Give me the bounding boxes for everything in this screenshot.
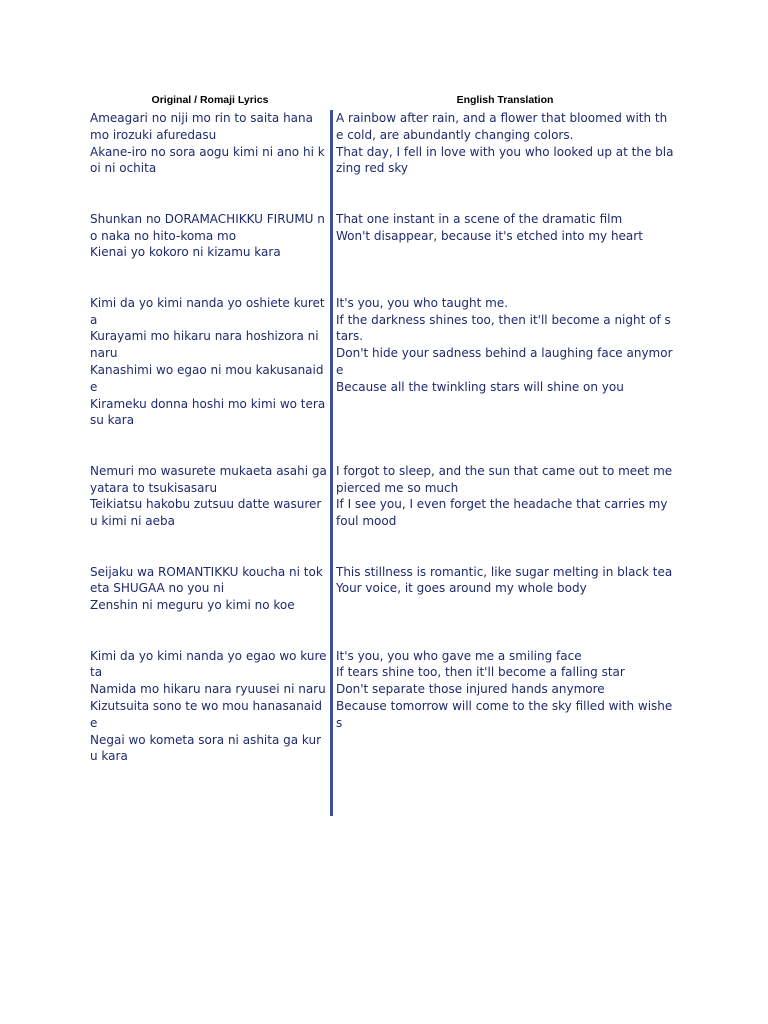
original-line: Kurayami mo hikaru nara hoshizora ni naru bbox=[90, 329, 319, 361]
original-stanza bbox=[90, 110, 328, 211]
original-line: Kienai yo kokoro ni kizamu kara bbox=[90, 245, 281, 260]
translation-line: That day, I fell in love with you who looked up at the blazing red sky bbox=[336, 144, 674, 176]
original-line: Seijaku wa ROMANTIKKU koucha ni toketa SHUGAA no you ni bbox=[90, 564, 323, 596]
original-line: Shunkan no DORAMACHIKKU FIRUMU no naka no hito-koma mo bbox=[90, 211, 325, 243]
translation-stanza bbox=[336, 648, 674, 766]
original-line: Kimi da yo kimi nanda yo oshiete kureta bbox=[90, 295, 325, 327]
original-line: Kizutsuita sono te wo mou hanasanaide bbox=[90, 698, 322, 730]
english-translation-column bbox=[336, 110, 674, 765]
translation-line: Don't hide your sadness behind a laughing face anymore bbox=[336, 346, 673, 377]
translation-line: Won't disappear, because it's etched into my heart bbox=[336, 228, 643, 243]
original-line: Negai wo kometa sora ni ashita ga kuru kara bbox=[90, 732, 322, 764]
translation-line: This stillness is romantic, like sugar melting in black tea bbox=[336, 564, 673, 579]
translation-stanza bbox=[336, 211, 674, 295]
original-stanza bbox=[90, 211, 328, 295]
translation-stanza bbox=[336, 110, 674, 211]
original-line: Nemuri mo wasurete mukaeta asahi ga yatara to tsukisasaru bbox=[90, 463, 327, 495]
translation-line: I forgot to sleep, and the sun that came out to meet me pierced me so much bbox=[336, 463, 673, 495]
english-translation-header: English Translation bbox=[456, 94, 554, 106]
original-line: Teikiatsu hakobu zutsuu datte wasureru kimi ni aeba bbox=[90, 497, 322, 529]
translation-stanza bbox=[336, 295, 674, 463]
original-line: Namida mo hikaru nara ryuusei ni naru bbox=[90, 682, 326, 697]
translation-line: Because tomorrow will come to the sky filled with wishes bbox=[336, 698, 673, 730]
translation-stanza bbox=[336, 564, 674, 648]
translation-line: That one instant in a scene of the dramatic film bbox=[336, 211, 623, 226]
original-stanza bbox=[90, 564, 328, 648]
original-stanza bbox=[90, 463, 328, 564]
translation-line: Your voice, it goes around my whole body bbox=[336, 581, 587, 596]
original-line: Zenshin ni meguru yo kimi no koe bbox=[90, 598, 295, 613]
translation-line: If I see you, I even forget the headache that carries my foul mood bbox=[336, 497, 668, 529]
original-line: Akane-iro no sora aogu kimi ni ano hi koi ni ochita bbox=[90, 144, 325, 176]
translation-line: It's you, you who taught me. bbox=[336, 295, 509, 310]
original-stanza bbox=[90, 648, 328, 766]
translation-stanza bbox=[336, 463, 674, 564]
translation-line: It's you, you who gave me a smiling face bbox=[336, 648, 582, 663]
translation-line: Because all the twinkling stars will shine on you bbox=[336, 379, 624, 394]
translation-line: If tears shine too, then it'll become a falling star bbox=[336, 665, 625, 680]
original-lyrics-header: Original / Romaji Lyrics bbox=[151, 94, 269, 106]
original-lyrics-column bbox=[90, 110, 328, 765]
column-divider bbox=[330, 110, 333, 816]
translation-line: If the darkness shines too, then it'll become a night of stars. bbox=[336, 312, 671, 344]
original-line: Kanashimi wo egao ni mou kakusanaide bbox=[90, 362, 324, 394]
original-line: Kimi da yo kimi nanda yo egao wo kureta bbox=[90, 648, 327, 680]
translation-line: Don't separate those injured hands anymore bbox=[336, 682, 605, 697]
translation-line: A rainbow after rain, and a flower that bloomed with the cold, are abundantly changing colors. bbox=[336, 111, 668, 142]
original-line: Kirameku donna hoshi mo kimi wo terasu kara bbox=[90, 396, 326, 428]
original-stanza bbox=[90, 295, 328, 463]
original-line: Ameagari no niji mo rin to saita hana mo irozuki afuredasu bbox=[90, 111, 313, 142]
